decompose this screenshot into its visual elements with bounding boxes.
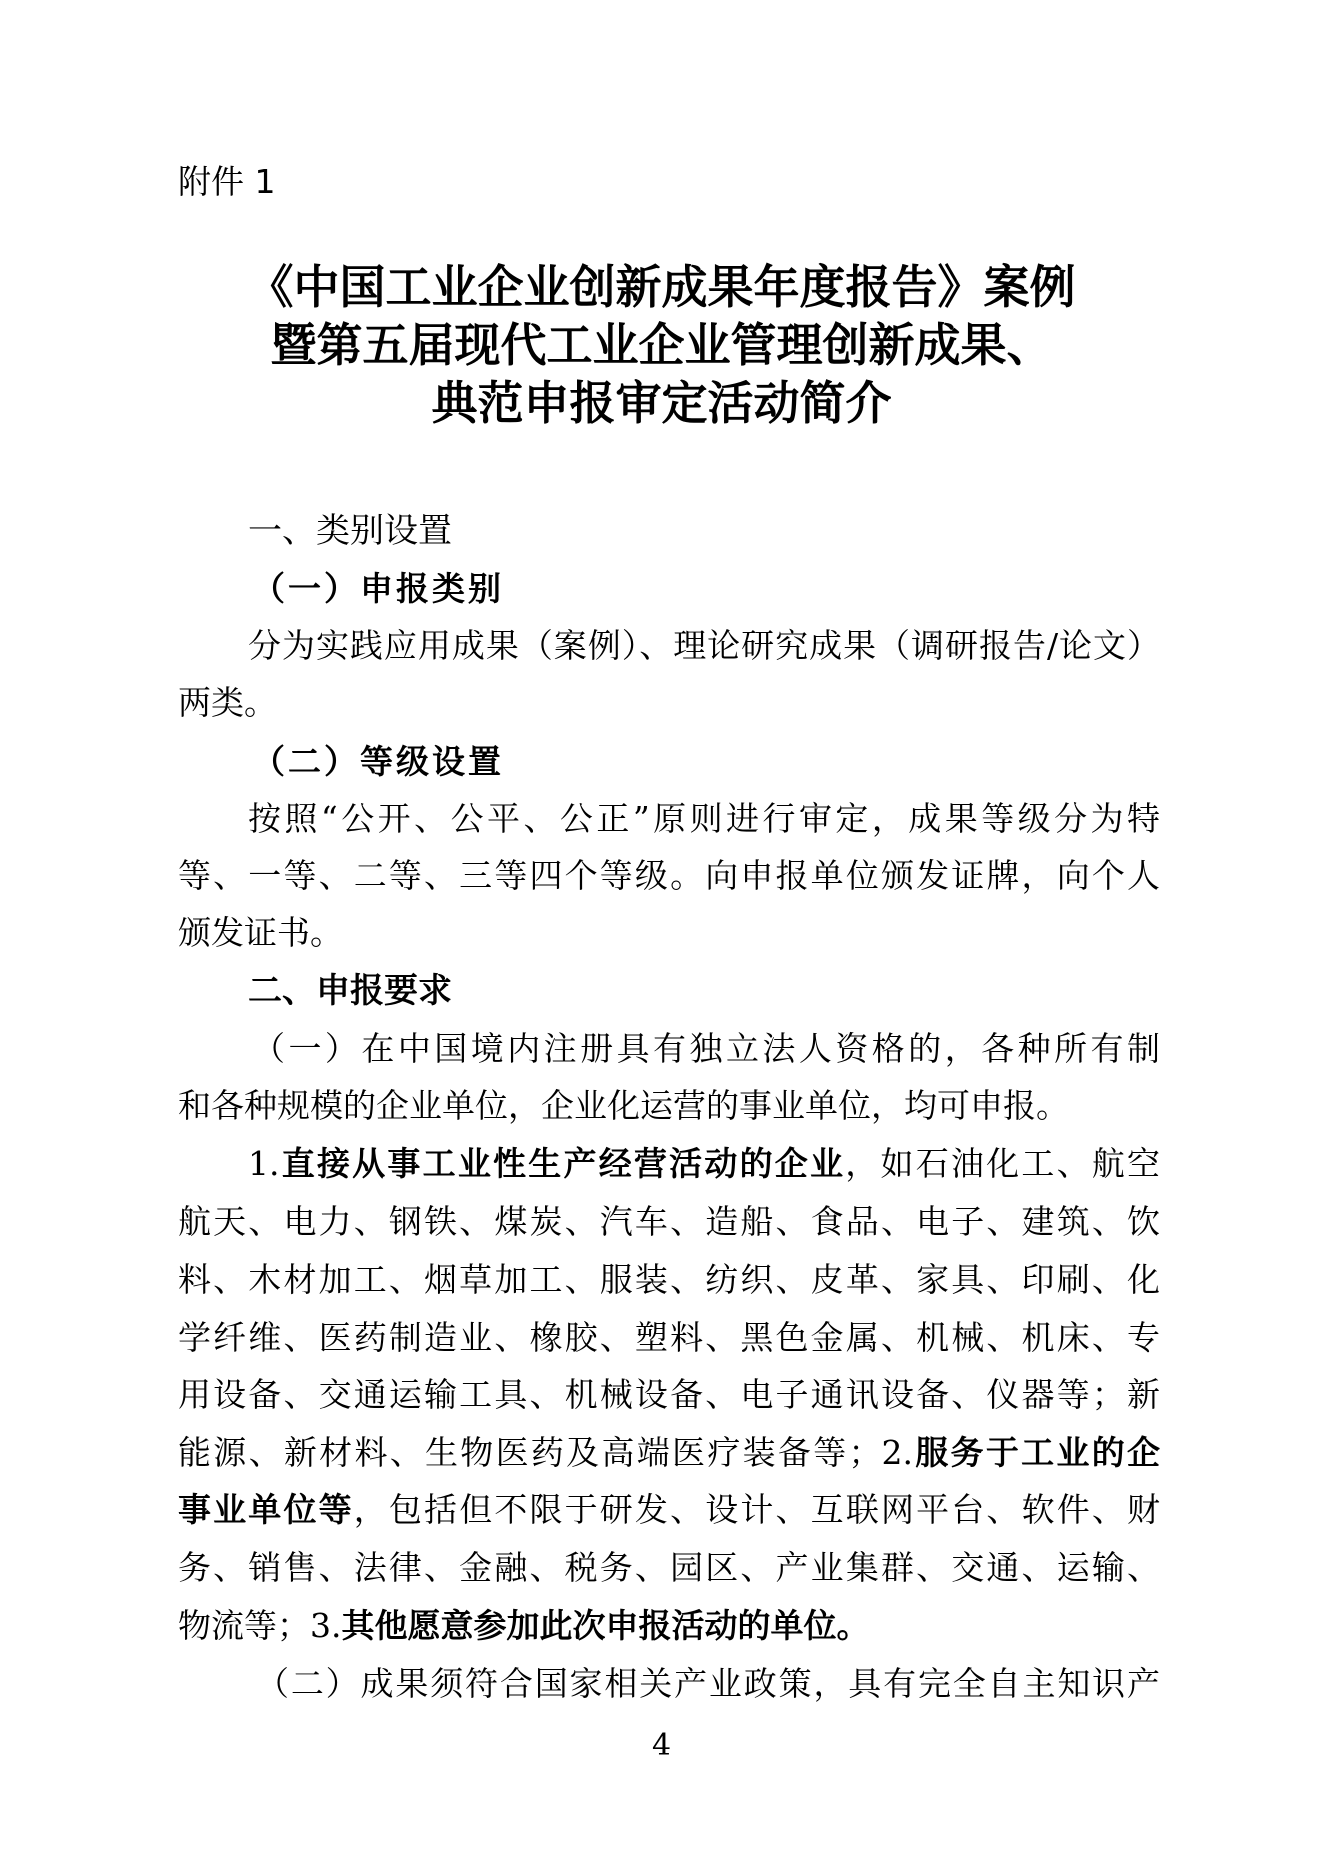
list-number: 1.: [248, 1144, 280, 1183]
paragraph-line: 航天、电力、钢铁、煤炭、汽车、造船、食品、电子、建筑、饮: [178, 1202, 1160, 1241]
paragraph-line: 料、木材加工、烟草加工、服装、纺织、皮革、家具、印刷、化: [178, 1260, 1160, 1299]
paragraph-line: （二）成果须符合国家相关产业政策，具有完全自主知识产: [256, 1664, 1160, 1703]
paragraph-line: [178, 1604, 870, 1648]
paragraph-line: 两类。: [178, 683, 277, 722]
paragraph-line: （一）在中国境内注册具有独立法人资格的，各种所有制: [252, 1029, 1160, 1068]
paragraph-line: 务、销售、法律、金融、税务、园区、产业集群、交通、运输、: [178, 1548, 1160, 1587]
emphasis-text: 事业单位等: [178, 1490, 354, 1529]
paragraph-line: 学纤维、医药制造业、橡胶、塑料、黑色金属、机械、机床、专: [178, 1318, 1160, 1357]
title-line-1: 《中国工业企业创新成果年度报告》案例: [247, 260, 1076, 314]
paragraph-text: 能源、新材料、生物医药及高端医疗装备等；2.: [178, 1433, 913, 1472]
emphasis-text: 服务于工业的企: [912, 1433, 1160, 1472]
paragraph-line: 分为实践应用成果（案例）、理论研究成果（调研报告/论文）: [248, 626, 1160, 665]
paragraph-line: [178, 1488, 1160, 1532]
page-number: 4: [651, 1728, 672, 1763]
subheading-grade-setting: （二）等级设置: [252, 742, 504, 781]
emphasis-text: 其他愿意参加此次申报活动的单位。: [341, 1606, 870, 1645]
section-heading-requirements: 二、申报要求: [248, 971, 452, 1011]
paragraph-line: 和各种规模的企业单位，企业化运营的事业单位，均可申报。: [178, 1086, 1069, 1125]
paragraph-line: 按照“公开、公平、公正”原则进行审定，成果等级分为特: [248, 799, 1160, 838]
paragraph-text: ，如石油化工、航空: [845, 1144, 1160, 1183]
subheading-application-category: （一）申报类别: [252, 569, 504, 608]
title-line-2: 暨第五届现代工业企业管理创新成果、: [270, 318, 1053, 372]
paragraph-line: 颁发证书。: [178, 913, 343, 952]
paragraph-text: ，包括但不限于研发、设计、互联网平台、软件、财: [353, 1490, 1160, 1529]
section-heading-category: 一、类别设置: [248, 511, 452, 551]
paragraph-text: 物流等；3.: [178, 1606, 342, 1645]
annex-label: 附件 1: [178, 162, 276, 201]
paragraph-line: 等、一等、二等、三等四个等级。向申报单位颁发证牌，向个人: [178, 856, 1160, 895]
paragraph-line: 用设备、交通运输工具、机械设备、电子通讯设备、仪器等；新: [178, 1375, 1160, 1414]
document-title: [0, 258, 1323, 432]
paragraph-line: [248, 1142, 1160, 1186]
title-line-3: 典范申报审定活动简介: [431, 376, 892, 430]
emphasis-text: 直接从事工业性生产经营活动的企业: [279, 1144, 846, 1183]
paragraph-line: [178, 1431, 1160, 1475]
